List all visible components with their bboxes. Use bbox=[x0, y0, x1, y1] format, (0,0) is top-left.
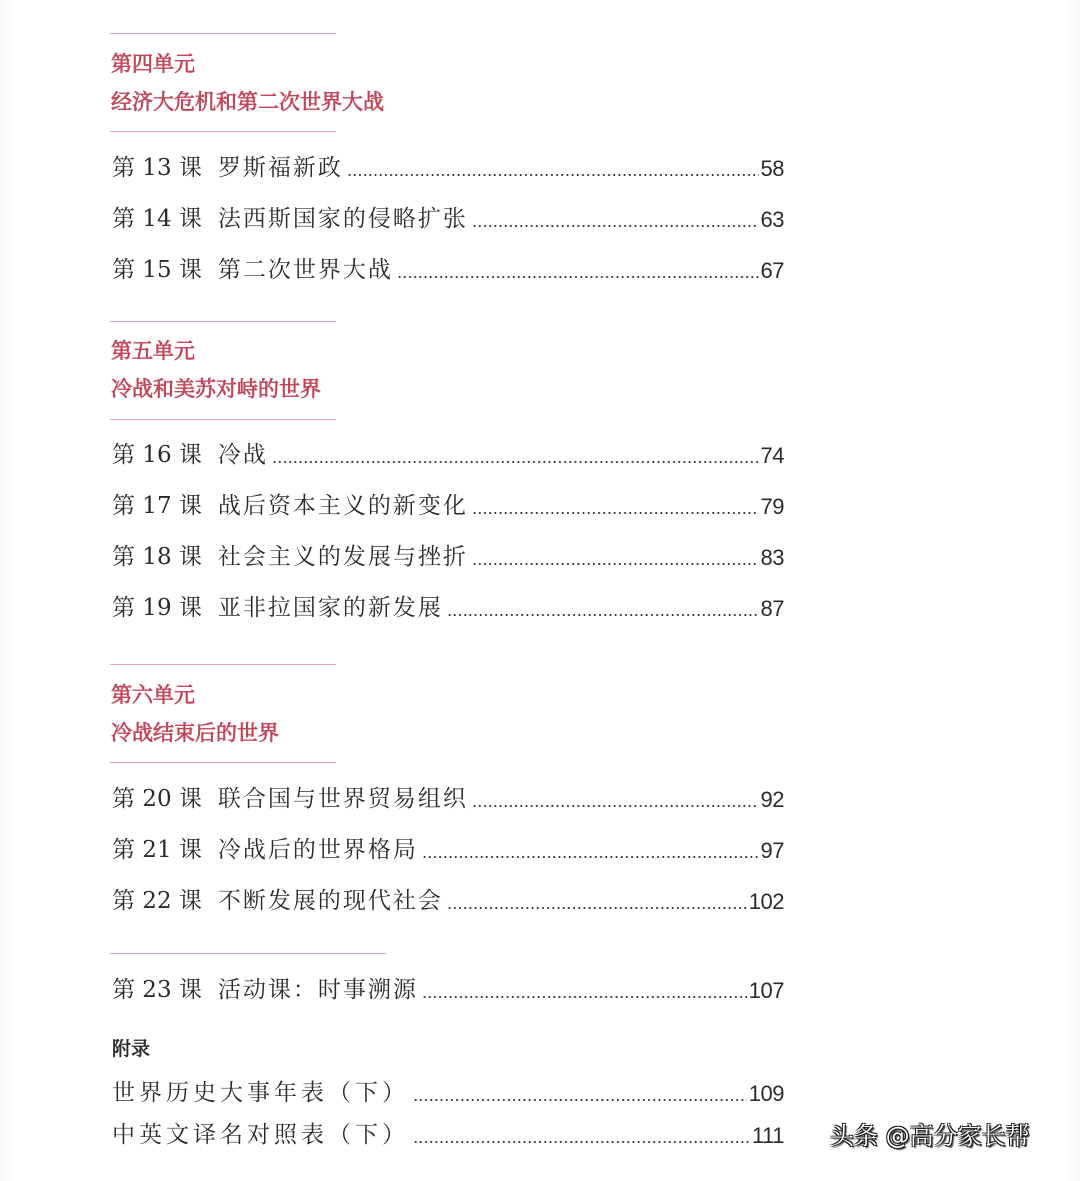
toc-entry[interactable] bbox=[112, 201, 784, 231]
unit-divider-bottom bbox=[110, 762, 336, 763]
page-number: 83 bbox=[760, 545, 784, 570]
watermark: 头条 @高分家长帮 bbox=[830, 1122, 1030, 1150]
page-number: 58 bbox=[760, 156, 784, 181]
dot-leader bbox=[413, 1141, 750, 1143]
lesson-title: 亚非拉国家的新发展 bbox=[217, 595, 443, 621]
dot-leader bbox=[472, 512, 759, 514]
lesson-title: 不断发展的现代社会 bbox=[217, 888, 443, 914]
lesson-title: 战后资本主义的新变化 bbox=[217, 493, 468, 519]
dot-leader bbox=[413, 1099, 747, 1101]
dot-leader bbox=[447, 907, 747, 909]
unit-divider-top bbox=[110, 321, 336, 322]
dot-leader bbox=[472, 563, 759, 565]
dot-leader bbox=[472, 225, 759, 227]
dot-leader bbox=[397, 276, 759, 278]
page-number: 74 bbox=[760, 443, 784, 468]
lesson-title: 冷战后的世界格局 bbox=[217, 837, 418, 863]
lesson-number: 第 22 课 bbox=[112, 888, 202, 914]
dot-leader bbox=[272, 461, 759, 463]
unit-title: 冷战结束后的世界 bbox=[111, 720, 279, 745]
lesson-number: 第 13 课 bbox=[112, 155, 202, 181]
lesson-title: 法西斯国家的侵略扩张 bbox=[217, 206, 468, 232]
dot-leader bbox=[447, 614, 759, 616]
lesson-title: 活动课：时事溯源 bbox=[217, 977, 418, 1003]
dot-leader bbox=[422, 996, 747, 998]
page-number: 111 bbox=[752, 1123, 784, 1148]
unit-label: 第四单元 bbox=[111, 51, 195, 76]
activity-divider bbox=[110, 953, 386, 954]
lesson-number: 第 20 课 bbox=[112, 786, 202, 812]
lesson-title: 联合国与世界贸易组织 bbox=[217, 786, 468, 812]
toc-entry[interactable] bbox=[112, 150, 784, 180]
lesson-number: 第 15 课 bbox=[112, 257, 202, 283]
lesson-number: 第 19 课 bbox=[112, 595, 202, 621]
page-number: 92 bbox=[760, 787, 784, 812]
page-number: 107 bbox=[748, 978, 784, 1003]
dot-leader bbox=[422, 856, 759, 858]
unit-divider-top bbox=[110, 33, 336, 34]
toc-entry[interactable] bbox=[112, 590, 784, 620]
toc-entry-activity[interactable] bbox=[112, 972, 784, 1002]
page-number: 97 bbox=[760, 838, 784, 863]
lesson-number: 第 17 课 bbox=[112, 493, 202, 519]
unit-label: 第六单元 bbox=[111, 682, 195, 707]
lesson-title: 罗斯福新政 bbox=[217, 155, 343, 181]
appendix-entry[interactable] bbox=[112, 1075, 784, 1105]
dot-leader bbox=[472, 805, 759, 807]
unit-label: 第五单元 bbox=[111, 338, 195, 363]
lesson-number: 第 21 课 bbox=[112, 837, 202, 863]
page-number: 102 bbox=[748, 889, 784, 914]
lesson-number: 第 14 课 bbox=[112, 206, 202, 232]
page-number: 67 bbox=[760, 258, 784, 283]
page-number: 87 bbox=[760, 596, 784, 621]
toc-entry[interactable] bbox=[112, 832, 784, 862]
lesson-number: 第 18 课 bbox=[112, 544, 202, 570]
unit-title: 冷战和美苏对峙的世界 bbox=[111, 376, 321, 401]
unit-divider-top bbox=[110, 664, 336, 665]
toc-entry[interactable] bbox=[112, 539, 784, 569]
lesson-number: 第 16 课 bbox=[112, 442, 202, 468]
unit-divider-bottom bbox=[110, 419, 336, 420]
appendix-heading: 附录 bbox=[112, 1038, 151, 1060]
lesson-title: 冷战 bbox=[217, 442, 268, 468]
appendix-entry[interactable] bbox=[112, 1117, 784, 1147]
lesson-title: 社会主义的发展与挫折 bbox=[217, 544, 468, 570]
toc-entry[interactable] bbox=[112, 781, 784, 811]
page-number: 79 bbox=[760, 494, 784, 519]
unit-title: 经济大危机和第二次世界大战 bbox=[111, 89, 384, 114]
toc-entry[interactable] bbox=[112, 252, 784, 282]
toc-entry[interactable] bbox=[112, 488, 784, 518]
lesson-title: 第二次世界大战 bbox=[217, 257, 393, 283]
toc-entry[interactable] bbox=[112, 437, 784, 467]
page-number: 109 bbox=[748, 1081, 784, 1106]
dot-leader bbox=[347, 174, 759, 176]
page-number: 63 bbox=[760, 207, 784, 232]
unit-divider-bottom bbox=[110, 131, 336, 132]
toc-entry[interactable] bbox=[112, 883, 784, 913]
appendix-title: 世界历史大事年表（下） bbox=[112, 1080, 409, 1106]
appendix-title: 中英文译名对照表（下） bbox=[112, 1122, 409, 1148]
lesson-number: 第 23 课 bbox=[112, 977, 202, 1003]
